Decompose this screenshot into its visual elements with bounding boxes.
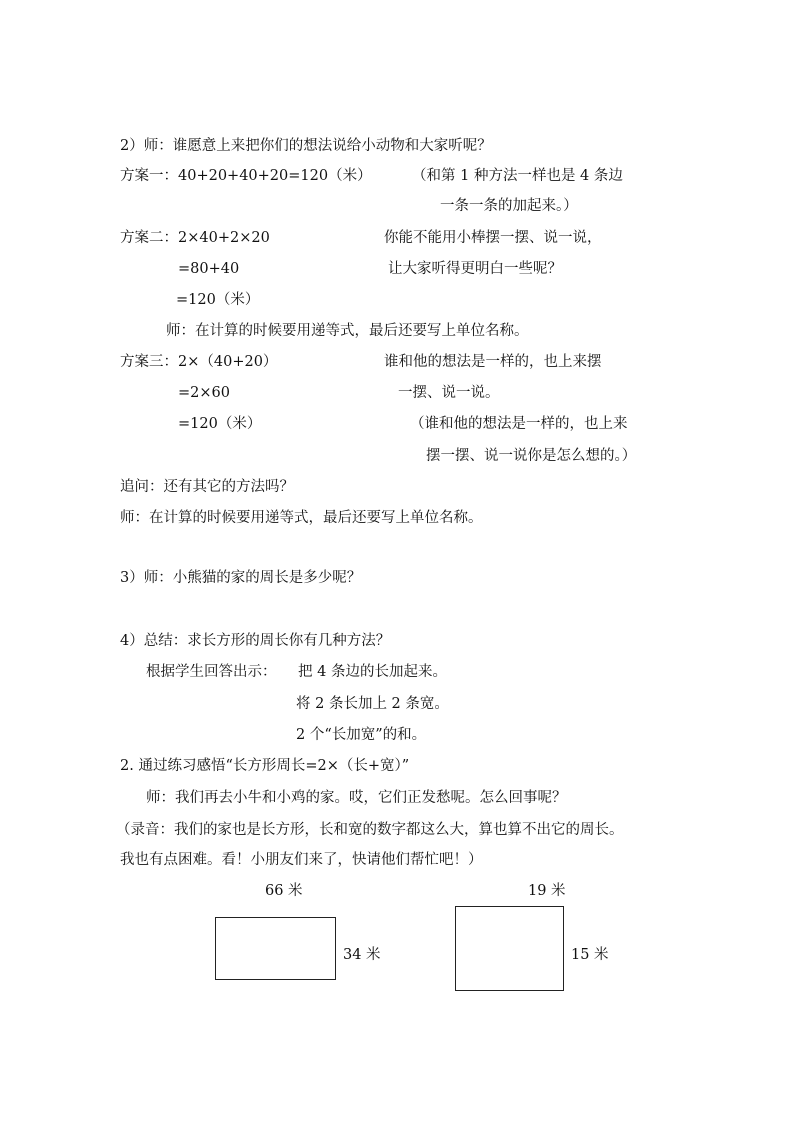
plan3-note-1: 谁和他的想法是一样的，也上来摆 (384, 354, 602, 370)
plan3-step-1: =2×60 (178, 385, 230, 401)
audio-line-2: 我也有点困难。看！小朋友们来了，快请他们帮忙吧！） (120, 852, 483, 868)
plan1-note-2: 一条一条的加起来。） (440, 198, 578, 214)
audio-line-1: （录音：我们的家也是长方形，长和宽的数字都这么大，算也算不出它的周长。 (116, 822, 624, 838)
plan2-step-1: =80+40 (178, 261, 240, 277)
plan3-note-4: 摆一摆、说一说你是怎么想的。） (426, 448, 637, 464)
teacher-line-3: 师：我们再去小牛和小鸡的家。哎，它们正发愁呢。怎么回事呢？ (146, 790, 567, 806)
rect1-width-label: 34 米 (343, 947, 381, 963)
summary-item-2: 将 2 条长加上 2 条宽。 (296, 696, 449, 712)
plan2-note-1: 你能不能用小棒摆一摆、说一说， (384, 230, 602, 246)
plan3-note-3: （谁和他的想法是一样的，也上来 (410, 416, 628, 432)
rectangle-2 (455, 906, 564, 991)
rect2-width-label: 15 米 (571, 947, 609, 963)
followup-line: 追问：还有其它的方法吗？ (120, 479, 294, 495)
summary-item-3: 2 个“长加宽”的和。 (296, 727, 427, 743)
summary-item-1: 把 4 条边的长加起来。 (298, 664, 447, 680)
section-2-title: 2. 通过练习感悟“长方形周长=2×（长+宽）” (120, 758, 410, 774)
rect2-length-label: 19 米 (528, 883, 566, 899)
teacher-note-1: 师：在计算的时候要用递等式，最后还要写上单位名称。 (166, 323, 529, 339)
plan3-step-2: =120（米） (178, 416, 262, 432)
plan2-line: 方案二：2×40+2×20 (120, 230, 270, 246)
summary-intro: 根据学生回答出示： (146, 664, 277, 680)
q4-line: 4）总结：求长方形的周长你有几种方法？ (120, 633, 391, 649)
q2-line: 2）师：谁愿意上来把你们的想法说给小动物和大家听呢？ (120, 138, 492, 154)
plan3-line: 方案三：2×（40+20） (120, 354, 278, 370)
plan3-note-2: 一摆、说一说。 (398, 385, 500, 401)
plan1-note-1: （和第 1 种方法一样也是 4 条边 (412, 168, 623, 184)
teacher-note-2: 师：在计算的时候要用递等式，最后还要写上单位名称。 (120, 510, 483, 526)
q3-line: 3）师：小熊猫的家的周长是多少呢？ (120, 570, 362, 586)
rectangle-1 (215, 917, 336, 980)
plan1-line: 方案一：40+20+40+20=120（米） (120, 168, 372, 184)
plan2-step-2: =120（米） (176, 292, 260, 308)
rect1-length-label: 66 米 (265, 883, 303, 899)
plan2-note-2: 让大家听得更明白一些呢？ (388, 261, 562, 277)
